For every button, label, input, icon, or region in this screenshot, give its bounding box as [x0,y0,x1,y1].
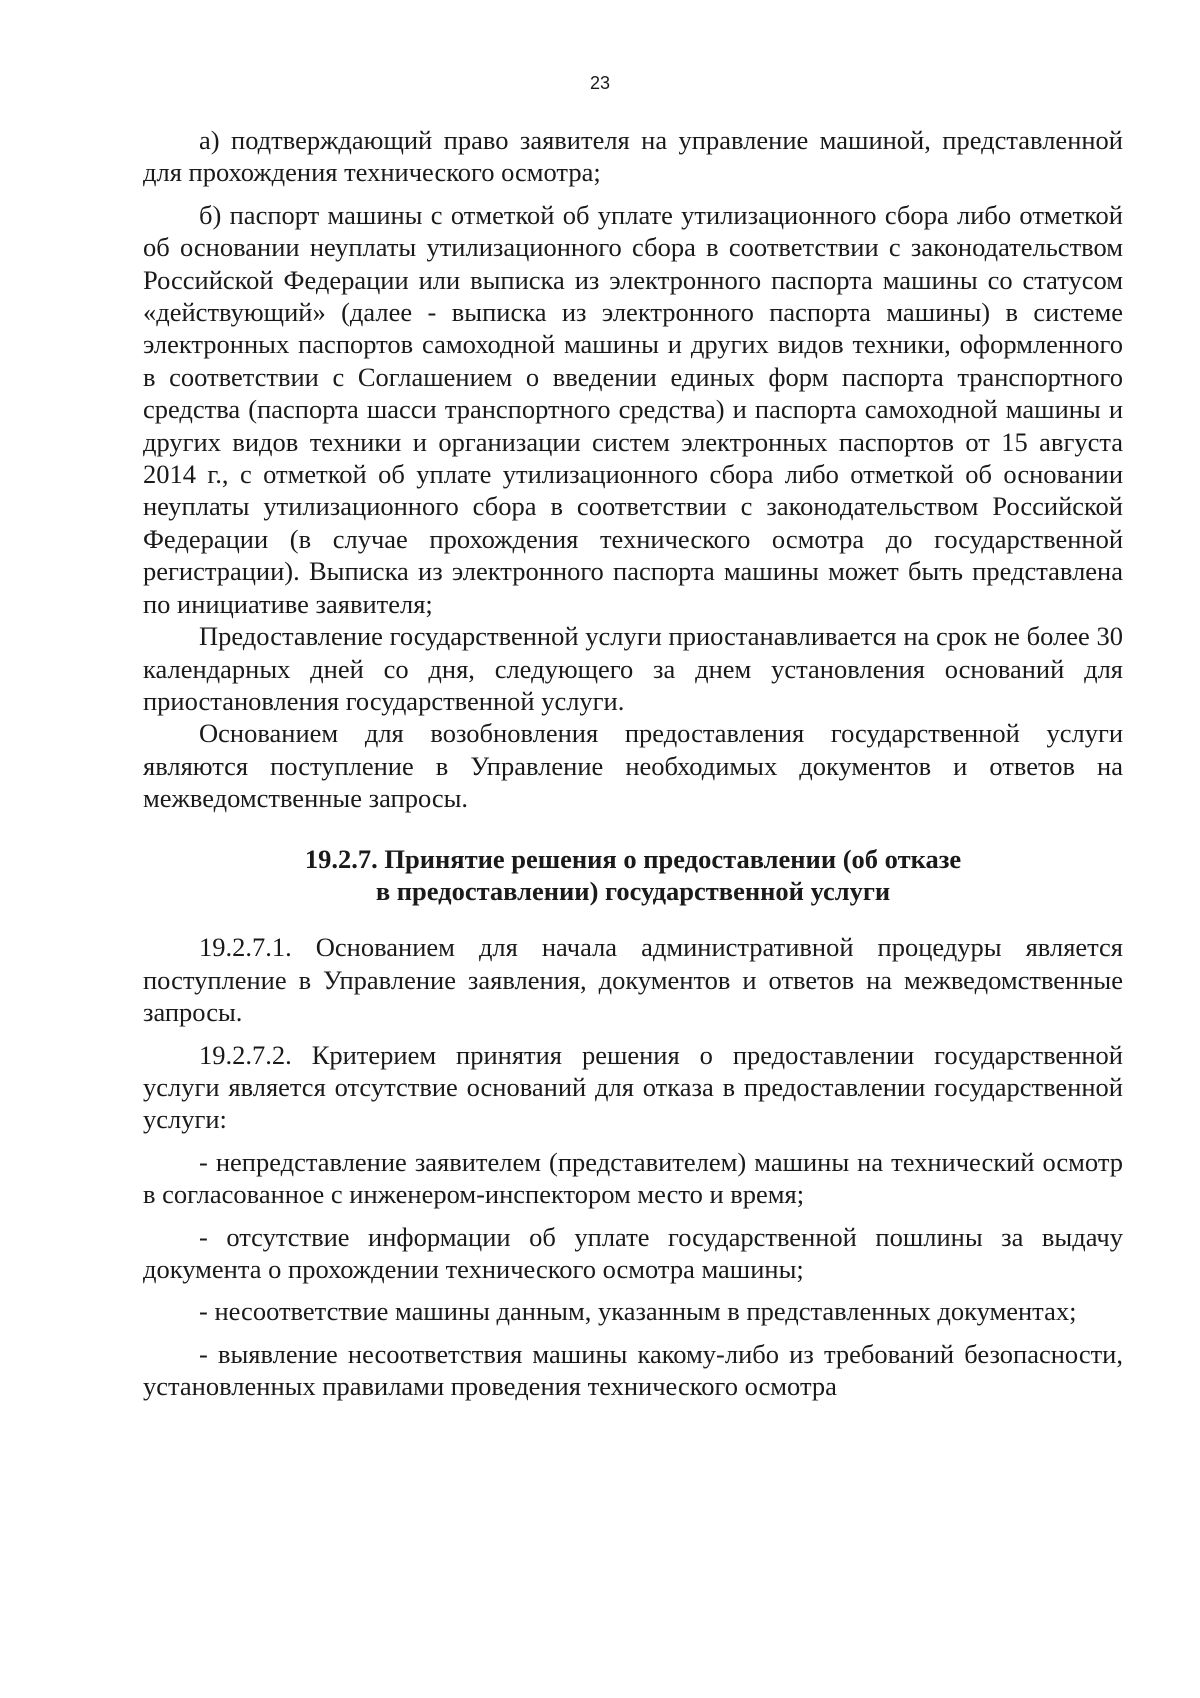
paragraph-b: б) паспорт машины с отметкой об уплате утилизационного сбора либо отметкой об основании неуплаты утилизационного сбора в соответствии с законодательством Российской Федерации или выписка из электронного паспорта машины со статусом «действующий» (далее - выписка из электронного паспорта машины) в системе электронных паспортов самоходной машины и других видов техники, оформленного в соответствии с Соглашением о введении единых форм паспорта транспортного средства (паспорта шасси транспортного средства) и паспорта самоходной машины и других видов техники и организации систем электронных паспортов от 15 августа 2014 г., с отметкой об уплате утилизационного сбора либо отметкой об основании неуплаты утилизационного сбора в соответствии с законодательством Российской Федерации (в случае прохождения технического осмотра до государственной регистрации). Выписка из электронного паспорта машины может быть представлена по инициативе заявителя; [143,199,1123,619]
list-item-safety-noncompliance: - выявление несоответствия машины какому-либо из требований безопасности, установленных правилами проведения технического осмотра [143,1338,1123,1402]
paragraph-a: а) подтверждающий право заявителя на управление машиной, представленной для прохождения технического осмотра; [143,125,1123,188]
paragraph-suspension: Предоставление государственной услуги приостанавливается на срок не более 30 календарных дней со дня, следующего за днем установления оснований для приостановления государственной услуги. [143,621,1123,716]
section-heading-line-2: в предоставлении) государственной услуги [375,875,891,906]
paragraph-resumption: Основанием для возобновления предоставления государственной услуги являются поступление в Управление необходимых документов и ответов на межведомственные запросы. [143,718,1123,814]
section-heading [143,843,1123,908]
document-body [143,124,1123,1403]
page-number: 23 [589,73,611,93]
list-item-no-machine: - непредставление заявителем (представителем) машины на технический осмотр в согласованное с инженером-инспектором место и время; [143,1146,1123,1210]
list-item-data-mismatch: - несоответствие машины данным, указанным в представленных документах; [199,1296,1077,1327]
list-item-no-fee-info: - отсутствие информации об уплате государственной пошлины за выдачу документа о прохождении технического осмотра машины; [143,1221,1123,1284]
paragraph-19-2-7-1: 19.2.7.1. Основанием для начала административной процедуры является поступление в Управление заявления, документов и ответов на межведомственные запросы. [143,932,1123,1028]
section-heading-line-1: 19.2.7. Принятие решения о предоставлении (об отказе [304,843,962,874]
paragraph-19-2-7-2: 19.2.7.2. Критерием принятия решения о предоставлении государственной услуги является отсутствие оснований для отказа в предоставлении государственной услуги: [143,1039,1123,1135]
